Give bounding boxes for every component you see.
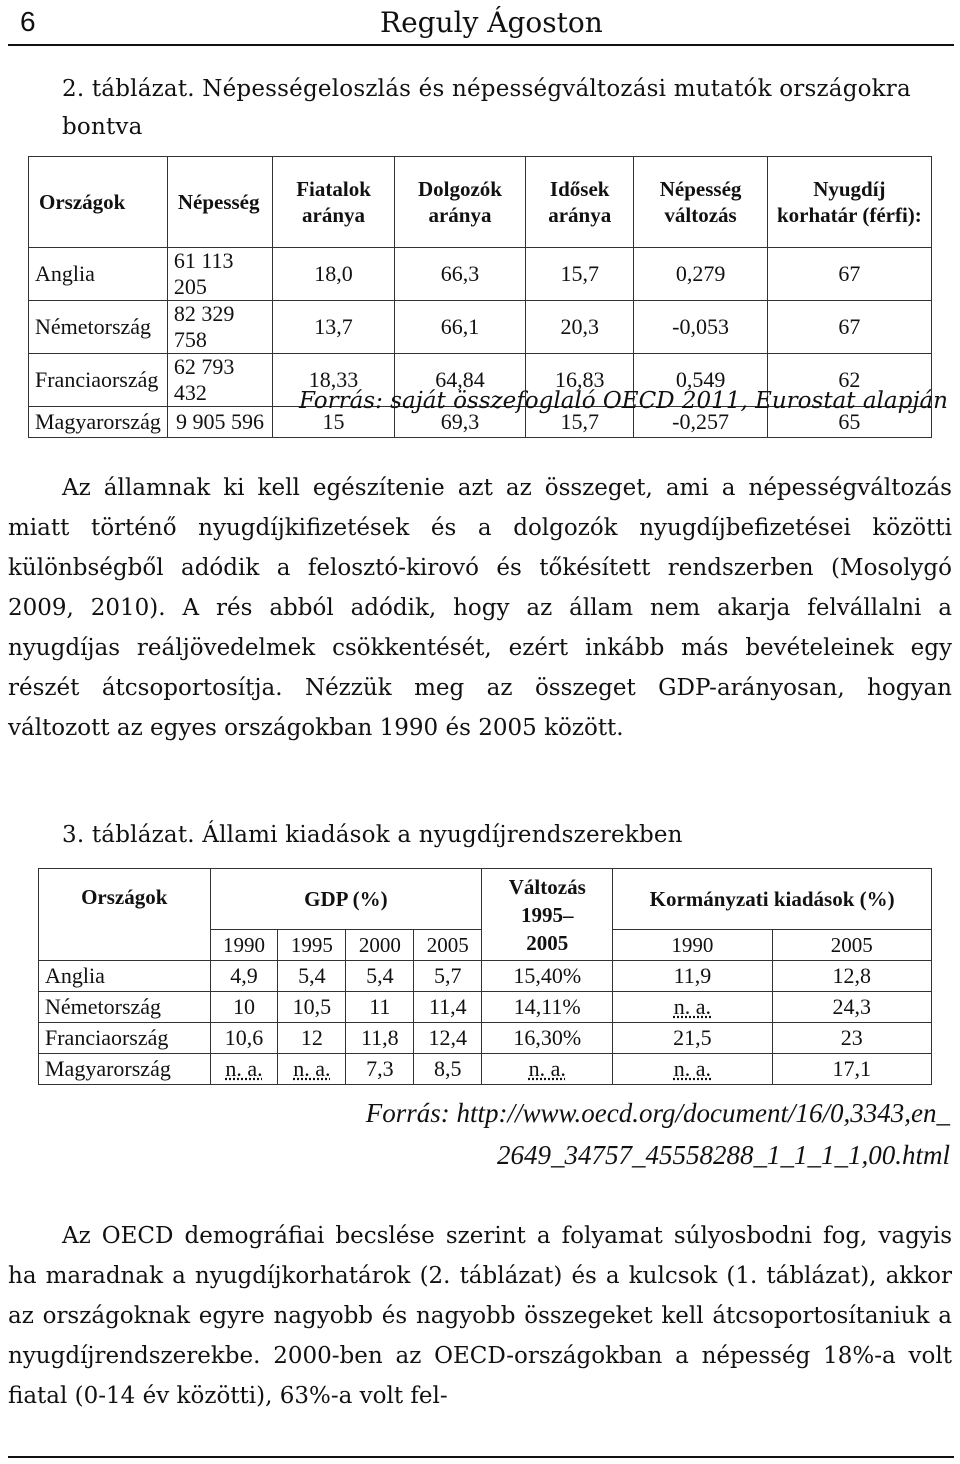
paragraph-text: Az államnak ki kell egészítenie azt az összeget, ami a népességváltozás miatt történő nyugdíjkifizetések és a dolgozók nyugdíjbefizetései közötti különbségből adódik a felosztó-kirovó és tőkésített rendszerben (Mosolygó 2009, 2010). A rés abból adódik, hogy az állam nem akarja felvállalni a nyugdíjas reáljövedelmek csökkentését, ezért inkább más bevételeinek egy részét átcsoportosítja. Nézzük meg az összeget GDP-arányosan, hogyan változott az egyes országokban 1990 és 2005 között. (8, 475, 952, 741)
table3-source-line1: Forrás: http://www.oecd.org/document/16/0,3343,en_ (365, 1098, 950, 1128)
table-cell: Franciaország (39, 1023, 211, 1054)
table-cell: n. a. (210, 1054, 278, 1085)
table-cell: n. a. (482, 1054, 613, 1085)
table2-header-cell: Idősek aránya (526, 157, 634, 248)
table-cell: Anglia (39, 961, 211, 992)
table-cell: Németország (39, 992, 211, 1023)
table3-year-cell: 2000 (346, 930, 414, 961)
table-cell: -0,053 (634, 301, 767, 354)
table2-header-cell: Népesség (167, 157, 272, 248)
table-cell: 11,4 (414, 992, 482, 1023)
table-cell: 12,4 (414, 1023, 482, 1054)
table2-caption: 2. táblázat. Népességeloszlás és népességváltozási mutatók országokra bontva (62, 76, 911, 140)
table-cell: 16,83 (526, 354, 634, 407)
table3-year-cell: 2005 (772, 930, 931, 961)
table3-header-change-label: Változás 1995– (508, 874, 586, 927)
table-row (39, 992, 932, 1023)
table-cell: 14,11% (482, 992, 613, 1023)
table-cell: 11,9 (613, 961, 772, 992)
table-cell: 24,3 (772, 992, 931, 1023)
page-header (8, 0, 954, 46)
table-cell: n. a. (278, 1054, 346, 1085)
table-cell: 15 (273, 407, 395, 438)
table3-header-row (39, 869, 932, 930)
table-cell: 5,7 (414, 961, 482, 992)
table-cell: Németország (29, 301, 168, 354)
table-cell: 66,3 (394, 248, 525, 301)
table-row (39, 1023, 932, 1054)
table3-header-gov: Kormányzati kiadások (%) (613, 869, 932, 930)
table-cell: Franciaország (29, 354, 168, 407)
table-cell: 13,7 (273, 301, 395, 354)
body-paragraph (8, 468, 952, 748)
table-cell: 0,279 (634, 248, 767, 301)
table-cell: Anglia (29, 248, 168, 301)
table-cell: 82 329 758 (167, 301, 272, 354)
table-cell: 67 (767, 248, 931, 301)
table-cell: 23 (772, 1023, 931, 1054)
table-cell: 21,5 (613, 1023, 772, 1054)
table2-header-row (29, 157, 932, 248)
table3-year-cell: 1995 (278, 930, 346, 961)
table-cell: 11,8 (346, 1023, 414, 1054)
table2-source: Forrás: saját összefoglaló OECD 2011, Eurostat alapján (299, 388, 948, 414)
table-row (39, 1054, 932, 1085)
body-paragraph (8, 1216, 952, 1416)
table-cell: n. a. (613, 992, 772, 1023)
paragraph-text: Az OECD demográfiai becslése szerint a folyamat súlyosbodni fog, vagyis ha maradnak a nyugdíjkorhatárok (2. táblázat) és a kulcsok (1. táblázat), akkor az országoknak egyre nagyobb és nagyobb összegeket kell átcsoportosítaniuk a nyugdíjrendszerekbe. 2000-ben az OECD-országokban a népesség 18%-a volt fiatal (0-14 év közötti), 63%-a volt fel- (8, 1223, 952, 1409)
table3-source-line2: 2649_34757_45558288_1_1_1_1,00.html (496, 1140, 950, 1170)
table-cell: 5,4 (346, 961, 414, 992)
table-cell: 16,30% (482, 1023, 613, 1054)
table-cell: 66,1 (394, 301, 525, 354)
table3 (38, 868, 932, 1085)
table-cell: 9 905 596 (167, 407, 272, 438)
table2-header-cell: Fiatalok aránya (273, 157, 395, 248)
table-row (29, 248, 932, 301)
table-cell: 18,33 (273, 354, 395, 407)
table2-header-cell: Népesség változás (634, 157, 767, 248)
table-cell: -0,257 (634, 407, 767, 438)
table3-header-gdp: GDP (%) (210, 869, 482, 930)
table-cell: 15,40% (482, 961, 613, 992)
table3-header-change (482, 869, 613, 961)
table-cell: 61 113 205 (167, 248, 272, 301)
table2-header-cell: Nyugdíj korhatár (férfi): (767, 157, 931, 248)
table-cell: 18,0 (273, 248, 395, 301)
table-cell: 10,5 (278, 992, 346, 1023)
table-cell: 67 (767, 301, 931, 354)
table-cell: 20,3 (526, 301, 634, 354)
table3-header-country: Országok (39, 869, 211, 961)
table-cell: 65 (767, 407, 931, 438)
running-title: Reguly Ágoston (380, 6, 603, 39)
table-cell: 69,3 (394, 407, 525, 438)
table-cell: 15,7 (526, 248, 634, 301)
table-cell: 7,3 (346, 1054, 414, 1085)
table-cell: 17,1 (772, 1054, 931, 1085)
table3-header-change-year: 2005 (526, 930, 569, 955)
table-cell: 12,8 (772, 961, 931, 992)
table-cell: n. a. (613, 1054, 772, 1085)
table-cell: 5,4 (278, 961, 346, 992)
table-cell: 10,6 (210, 1023, 278, 1054)
table-cell: 11 (346, 992, 414, 1023)
table-cell: 64,84 (394, 354, 525, 407)
table-cell: 4,9 (210, 961, 278, 992)
table-cell: Magyarország (29, 407, 168, 438)
table3-year-cell: 2005 (414, 930, 482, 961)
table3-caption: 3. táblázat. Állami kiadások a nyugdíjrendszerekben (62, 822, 683, 848)
table2-header-cell: Dolgozók aránya (394, 157, 525, 248)
table2-header-cell: Országok (29, 157, 168, 248)
table-row (29, 301, 932, 354)
table-cell: 10 (210, 992, 278, 1023)
table-cell: 15,7 (526, 407, 634, 438)
table-cell: 62 793 432 (167, 354, 272, 407)
table-cell: 62 (767, 354, 931, 407)
table3-year-cell: 1990 (613, 930, 772, 961)
table-row (39, 961, 932, 992)
page-number: 6 (20, 6, 36, 37)
bottom-rule (8, 1456, 954, 1458)
table3-year-cell: 1990 (210, 930, 278, 961)
table-cell: 8,5 (414, 1054, 482, 1085)
table-cell: Magyarország (39, 1054, 211, 1085)
table-cell: 12 (278, 1023, 346, 1054)
table-cell: 0,549 (634, 354, 767, 407)
